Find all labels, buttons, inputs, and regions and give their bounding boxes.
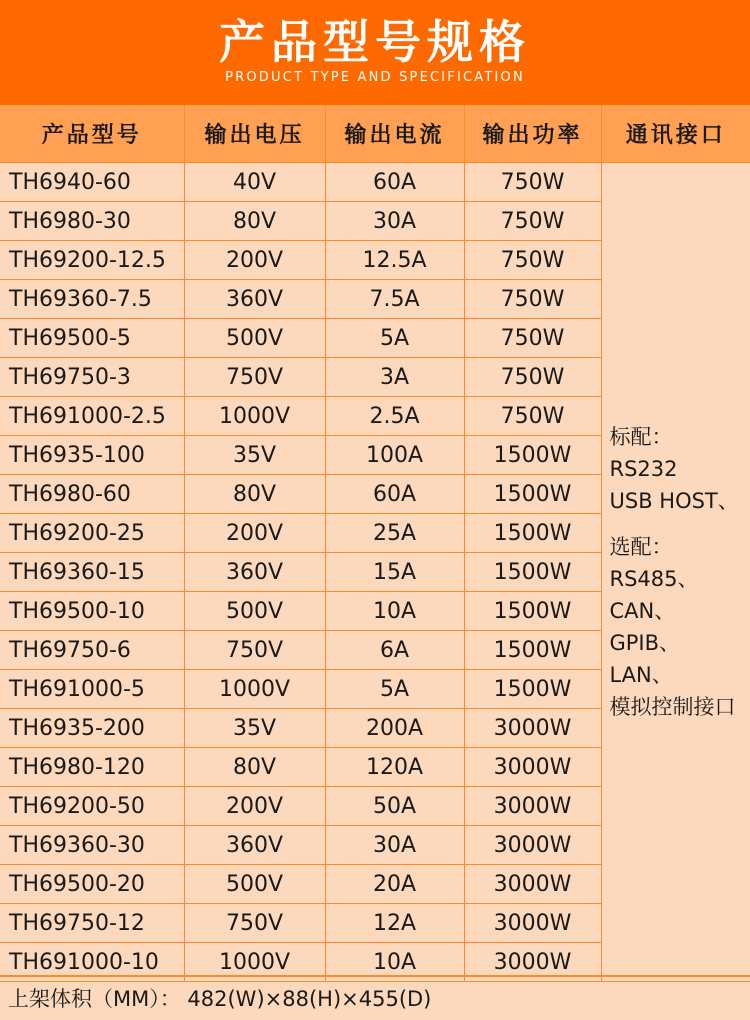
column-header-model: 产品型号 <box>0 105 184 163</box>
cell-power: 1500W <box>464 592 601 631</box>
cell-power: 3000W <box>464 904 601 943</box>
interface-optional-item: LAN、 <box>610 659 750 691</box>
cell-model: TH69750-3 <box>0 358 184 397</box>
table-header-row <box>0 105 750 163</box>
column-header-interface: 通讯接口 <box>601 105 750 163</box>
interface-optional-label: 选配： <box>610 531 750 563</box>
cell-voltage: 1000V <box>184 943 325 982</box>
cell-model: TH69360-7.5 <box>0 280 184 319</box>
interface-optional-item: 模拟控制接口 <box>610 691 750 723</box>
cell-current: 5A <box>325 670 464 709</box>
cell-model: TH69500-20 <box>0 865 184 904</box>
cell-power: 1500W <box>464 514 601 553</box>
cell-current: 12.5A <box>325 241 464 280</box>
cell-power: 3000W <box>464 943 601 982</box>
cell-model: TH691000-5 <box>0 670 184 709</box>
cell-power: 3000W <box>464 709 601 748</box>
cell-voltage: 750V <box>184 904 325 943</box>
cell-power: 3000W <box>464 787 601 826</box>
cell-model: TH691000-10 <box>0 943 184 982</box>
cell-current: 15A <box>325 553 464 592</box>
cell-model: TH6980-60 <box>0 475 184 514</box>
cell-power: 750W <box>464 397 601 436</box>
interface-optional-item: RS485、 <box>610 563 750 595</box>
cell-power: 1500W <box>464 553 601 592</box>
cell-current: 60A <box>325 475 464 514</box>
cell-current: 10A <box>325 592 464 631</box>
interface-standard-item: RS232 <box>610 453 750 485</box>
cell-power: 3000W <box>464 826 601 865</box>
cell-power: 1500W <box>464 475 601 514</box>
cell-model: TH69360-30 <box>0 826 184 865</box>
cell-current: 10A <box>325 943 464 982</box>
cell-model: TH69750-6 <box>0 631 184 670</box>
cell-power: 750W <box>464 241 601 280</box>
cell-model: TH69500-5 <box>0 319 184 358</box>
cell-current: 50A <box>325 787 464 826</box>
cell-model: TH691000-2.5 <box>0 397 184 436</box>
cell-power: 750W <box>464 280 601 319</box>
cell-current: 60A <box>325 163 464 202</box>
cell-voltage: 200V <box>184 514 325 553</box>
interface-standard-item: USB HOST、 <box>610 485 750 517</box>
cell-current: 25A <box>325 514 464 553</box>
cell-current: 6A <box>325 631 464 670</box>
cell-voltage: 500V <box>184 865 325 904</box>
interface-optional-item: GPIB、 <box>610 627 750 659</box>
cell-voltage: 750V <box>184 358 325 397</box>
cell-current: 5A <box>325 319 464 358</box>
cell-current: 120A <box>325 748 464 787</box>
cell-model: TH69200-50 <box>0 787 184 826</box>
cell-voltage: 35V <box>184 436 325 475</box>
cell-voltage: 360V <box>184 280 325 319</box>
cell-voltage: 1000V <box>184 397 325 436</box>
column-header-current: 输出电流 <box>325 105 464 163</box>
column-header-voltage: 输出电压 <box>184 105 325 163</box>
cell-power: 3000W <box>464 748 601 787</box>
cell-model: TH6935-200 <box>0 709 184 748</box>
column-header-power: 输出功率 <box>464 105 601 163</box>
cell-voltage: 80V <box>184 202 325 241</box>
cell-current: 200A <box>325 709 464 748</box>
cell-voltage: 80V <box>184 748 325 787</box>
cell-voltage: 35V <box>184 709 325 748</box>
cell-model: TH69500-10 <box>0 592 184 631</box>
interface-optional-item: CAN、 <box>610 595 750 627</box>
spec-table <box>0 105 750 982</box>
cell-power: 1500W <box>464 670 601 709</box>
cell-current: 100A <box>325 436 464 475</box>
interface-cell <box>601 163 750 982</box>
cell-power: 750W <box>464 163 601 202</box>
table-body <box>0 163 750 982</box>
cell-power: 1500W <box>464 436 601 475</box>
cell-model: TH6935-100 <box>0 436 184 475</box>
cell-current: 30A <box>325 826 464 865</box>
cell-model: TH69750-12 <box>0 904 184 943</box>
cell-power: 3000W <box>464 865 601 904</box>
footer <box>0 975 750 1020</box>
cell-current: 20A <box>325 865 464 904</box>
spec-table-container <box>0 105 750 982</box>
cell-current: 30A <box>325 202 464 241</box>
cell-current: 12A <box>325 904 464 943</box>
cell-power: 1500W <box>464 631 601 670</box>
rack-dimensions: 上架体积（MM）： 482(W)×88(H)×455(D) <box>8 985 431 1013</box>
cell-voltage: 750V <box>184 631 325 670</box>
table-row <box>0 163 750 202</box>
cell-model: TH69360-15 <box>0 553 184 592</box>
cell-voltage: 500V <box>184 592 325 631</box>
cell-power: 750W <box>464 202 601 241</box>
cell-model: TH6980-30 <box>0 202 184 241</box>
cell-power: 750W <box>464 358 601 397</box>
interface-spacer <box>610 517 750 531</box>
interface-standard-label: 标配： <box>610 421 750 453</box>
cell-voltage: 200V <box>184 241 325 280</box>
header-banner <box>0 0 750 105</box>
cell-current: 3A <box>325 358 464 397</box>
page-subtitle: PRODUCT TYPE AND SPECIFICATION <box>0 70 750 86</box>
cell-current: 7.5A <box>325 280 464 319</box>
cell-voltage: 360V <box>184 826 325 865</box>
cell-voltage: 200V <box>184 787 325 826</box>
cell-model: TH6980-120 <box>0 748 184 787</box>
page-title: 产品型号规格 <box>0 14 750 70</box>
cell-model: TH69200-25 <box>0 514 184 553</box>
cell-voltage: 500V <box>184 319 325 358</box>
cell-voltage: 80V <box>184 475 325 514</box>
cell-power: 750W <box>464 319 601 358</box>
cell-model: TH6940-60 <box>0 163 184 202</box>
cell-voltage: 1000V <box>184 670 325 709</box>
cell-current: 2.5A <box>325 397 464 436</box>
cell-model: TH69200-12.5 <box>0 241 184 280</box>
cell-voltage: 360V <box>184 553 325 592</box>
cell-voltage: 40V <box>184 163 325 202</box>
